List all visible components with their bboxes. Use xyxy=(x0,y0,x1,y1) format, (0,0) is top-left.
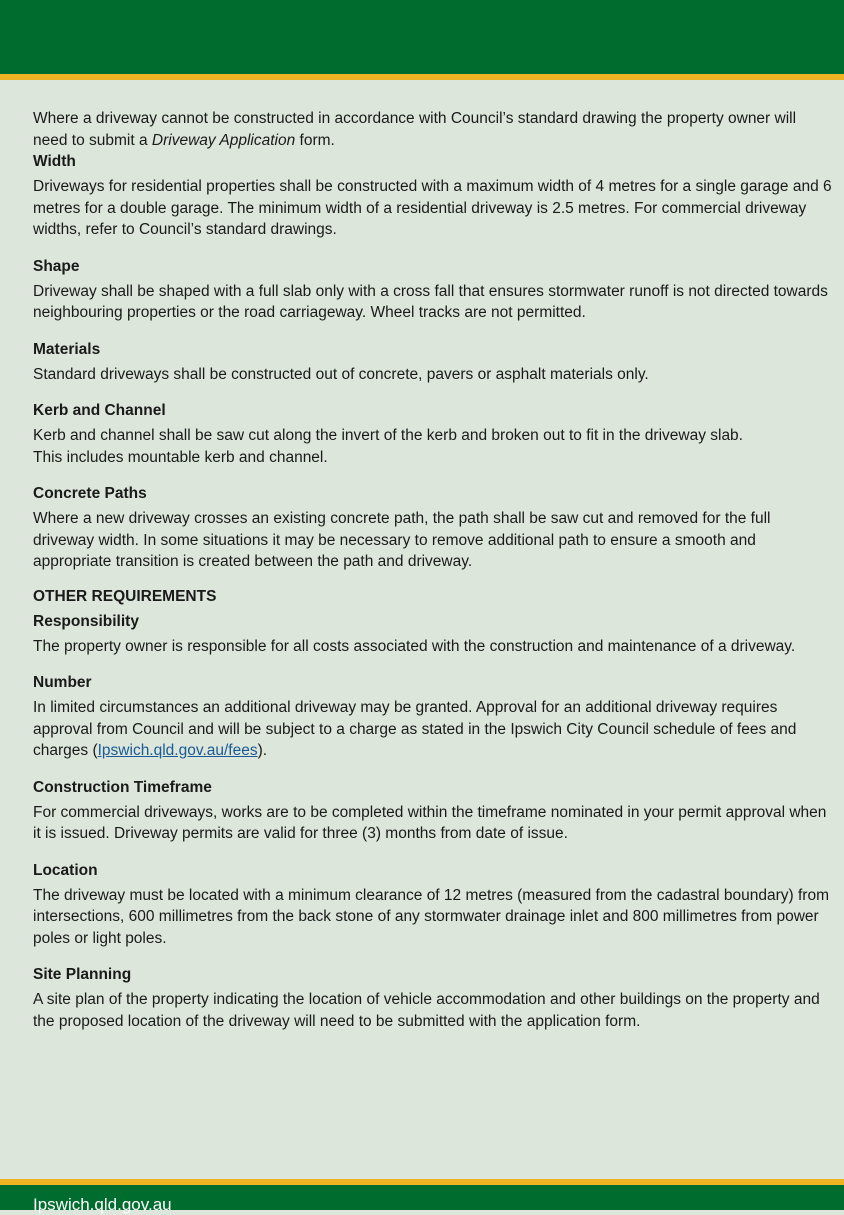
other-requirements-heading: OTHER REQUIREMENTS xyxy=(33,587,217,605)
section-heading: Kerb and Channel xyxy=(33,402,166,419)
section-body-line: This includes mountable kerb and channel. xyxy=(33,448,328,466)
intro-paragraph: Where a driveway cannot be constructed in accordance with Council’s standard drawing the property owner will need to submit a Driveway Application form. xyxy=(33,110,797,149)
section-body: Standard driveways shall be constructed out of concrete, pavers or asphalt materials only. xyxy=(33,365,649,383)
section-body: In limited circumstances an additional driveway may be granted. Approval for an additional driveway requires approval from Council and will be subject to a charge as stated in the Ipswich City Council schedule of fees and charges (Ipswich.qld.gov.au/fees). xyxy=(33,699,797,759)
section-body: Driveways for residential properties shall be constructed with a maximum width of 4 metres for a single garage and 6 metres for a double garage. The minimum width of a residential driveway is 2.5 metres. For commercial driveway widths, refer to Council’s standard drawings. xyxy=(33,178,832,238)
section-heading: Location xyxy=(33,861,98,879)
footer-website: Ipswich.qld.gov.au xyxy=(33,1195,172,1214)
section-concrete-paths xyxy=(33,483,833,573)
section-kerb-and-channel xyxy=(33,400,833,468)
section-heading: Construction Timeframe xyxy=(33,778,212,796)
section-heading: Concrete Paths xyxy=(33,485,147,502)
section-body: Driveway shall be shaped with a full slab only with a cross fall that ensures stormwater runoff is not directed towards neighbouring properties or the road carriageway. Wheel tracks are not permitted. xyxy=(33,282,828,321)
section-body: A site plan of the property indicating the location of vehicle accommodation and other buildings on the property and the proposed location of the driveway will need to be submitted with the application form. xyxy=(33,991,820,1030)
fees-link[interactable]: Ipswich.qld.gov.au/fees xyxy=(97,742,258,759)
section-site-planning xyxy=(33,964,833,1032)
section-number xyxy=(33,672,833,762)
section-shape xyxy=(33,256,833,324)
section-heading: Site Planning xyxy=(33,966,132,983)
section-heading: Materials xyxy=(33,340,101,358)
section-location xyxy=(33,860,833,950)
section-heading: Shape xyxy=(33,257,80,275)
header-banner xyxy=(0,0,844,80)
section-body: The driveway must be located with a minimum clearance of 12 metres (measured from the cadastral boundary) from intersections, 600 millimetres from the back stone of any stormwater drainage inlet and 800 millimetres from power poles or light poles. xyxy=(33,886,830,947)
section-construction-timeframe xyxy=(33,777,833,845)
section-heading: Number xyxy=(33,674,92,691)
section-body: The property owner is responsible for all costs associated with the construction and maintenance of a driveway. xyxy=(33,637,796,655)
section-heading: Width xyxy=(33,153,76,170)
section-heading: Responsibility xyxy=(33,612,139,630)
section-body: For commercial driveways, works are to be completed within the timeframe nominated in your permit approval when it is issued. Driveway permits are valid for three (3) months from date of issue. xyxy=(33,803,827,842)
driveway-application-form-name: Driveway Application xyxy=(151,131,296,149)
section-responsibility xyxy=(33,611,833,658)
section-materials xyxy=(33,339,833,386)
section-body-line: Kerb and channel shall be saw cut along the invert of the kerb and broken out to fit in the driveway slab. xyxy=(33,427,743,444)
section-body: Where a new driveway crosses an existing concrete path, the path shall be saw cut and removed for the full driveway width. In some situations it may be necessary to remove additional path to ensure a smooth and appropriate transition is created between the path and driveway. xyxy=(33,510,771,570)
section-width xyxy=(33,151,833,241)
document-body xyxy=(33,108,833,1047)
footer-banner xyxy=(0,1179,844,1214)
